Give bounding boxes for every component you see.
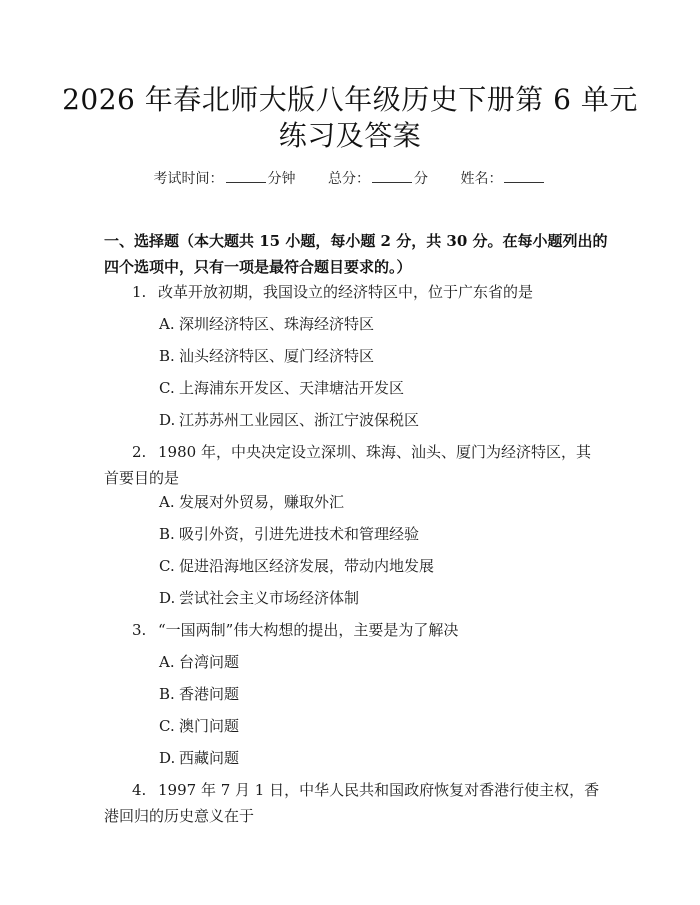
option-letter: C.: [159, 717, 175, 735]
exam-name: [460, 168, 546, 189]
q1-option-d: [159, 409, 419, 431]
option-letter: A.: [159, 653, 175, 671]
option-text: 台湾问题: [179, 653, 240, 671]
question-text: 改革开放初期，我国设立的经济特区中，位于广东省的是: [158, 283, 534, 301]
option-text: 西藏问题: [179, 749, 240, 767]
q3-option-c: [159, 715, 239, 737]
exam-score-unit: 分: [414, 171, 428, 187]
q2-option-d: [159, 587, 359, 609]
question-number: 3.: [132, 621, 147, 639]
option-text: 吸引外资，引进先进技术和管理经验: [179, 525, 420, 543]
option-letter: C.: [159, 557, 175, 575]
question-number: 2.: [132, 443, 147, 461]
option-text: 江苏苏州工业园区、浙江宁波保税区: [179, 411, 420, 429]
option-text: 促进沿海地区经济发展，带动内地发展: [179, 557, 435, 575]
question-number: 1.: [132, 283, 147, 301]
option-text: 发展对外贸易，赚取外汇: [179, 493, 345, 511]
exam-name-blank: [504, 168, 544, 183]
option-text: 尝试社会主义市场经济体制: [179, 589, 360, 607]
exam-time-label: 考试时间：: [153, 171, 224, 187]
page-title-line2: 练习及答案: [278, 119, 422, 152]
q1-option-a: [159, 313, 374, 335]
q3-option-d: [159, 747, 239, 769]
exam-score-blank: [372, 168, 412, 183]
option-letter: C.: [159, 379, 175, 397]
option-text: 上海浦东开发区、天津塘沽开发区: [179, 379, 405, 397]
option-letter: B.: [159, 685, 175, 703]
option-text: 香港问题: [179, 685, 240, 703]
q2-option-b: [159, 523, 419, 545]
q1-option-c: [159, 377, 404, 399]
page-title: 2026 年春北师大版八年级历史下册第 6 单元: [62, 83, 638, 116]
option-letter: B.: [159, 525, 175, 543]
q1-option-b: [159, 345, 374, 367]
exam-name-label: 姓名：: [460, 171, 503, 187]
option-text: 汕头经济特区、厦门经济特区: [179, 347, 375, 365]
section-heading: 一、选择题（本大题共 15 小题，每小题 2 分，共 30 分。在每小题列出的四个选项中，只有一项是最符合题目要求的。）: [104, 232, 608, 276]
q2-option-c: [159, 555, 434, 577]
question-text: “一国两制”伟大构想的提出，主要是为了解决: [158, 621, 459, 639]
question-1: [104, 279, 600, 305]
exam-time-unit: 分钟: [267, 171, 296, 187]
q3-option-a: [159, 651, 239, 673]
question-2: [104, 439, 600, 491]
option-letter: B.: [159, 347, 175, 365]
exam-time: [154, 168, 296, 189]
question-number: 4.: [132, 781, 147, 799]
option-text: 深圳经济特区、珠海经济特区: [179, 315, 375, 333]
q3-option-b: [159, 683, 239, 705]
q2-option-a: [159, 491, 344, 513]
question-text: 1997 年 7 月 1 日，中华人民共和国政府恢复对香港行使主权，香港回归的历史意义在于: [104, 781, 600, 825]
option-letter: A.: [159, 315, 175, 333]
question-4: [104, 777, 600, 829]
exam-time-blank: [226, 168, 266, 183]
exam-meta: [0, 168, 700, 189]
exam-score-label: 总分：: [328, 171, 370, 187]
exam-score: [328, 168, 428, 189]
option-letter: D.: [159, 749, 176, 767]
option-text: 澳门问题: [179, 717, 240, 735]
option-letter: D.: [159, 589, 176, 607]
question-3: [104, 617, 600, 643]
option-letter: D.: [159, 411, 176, 429]
question-text: 1980 年，中央决定设立深圳、珠海、汕头、厦门为经济特区，其首要目的是: [104, 443, 591, 487]
option-letter: A.: [159, 493, 175, 511]
